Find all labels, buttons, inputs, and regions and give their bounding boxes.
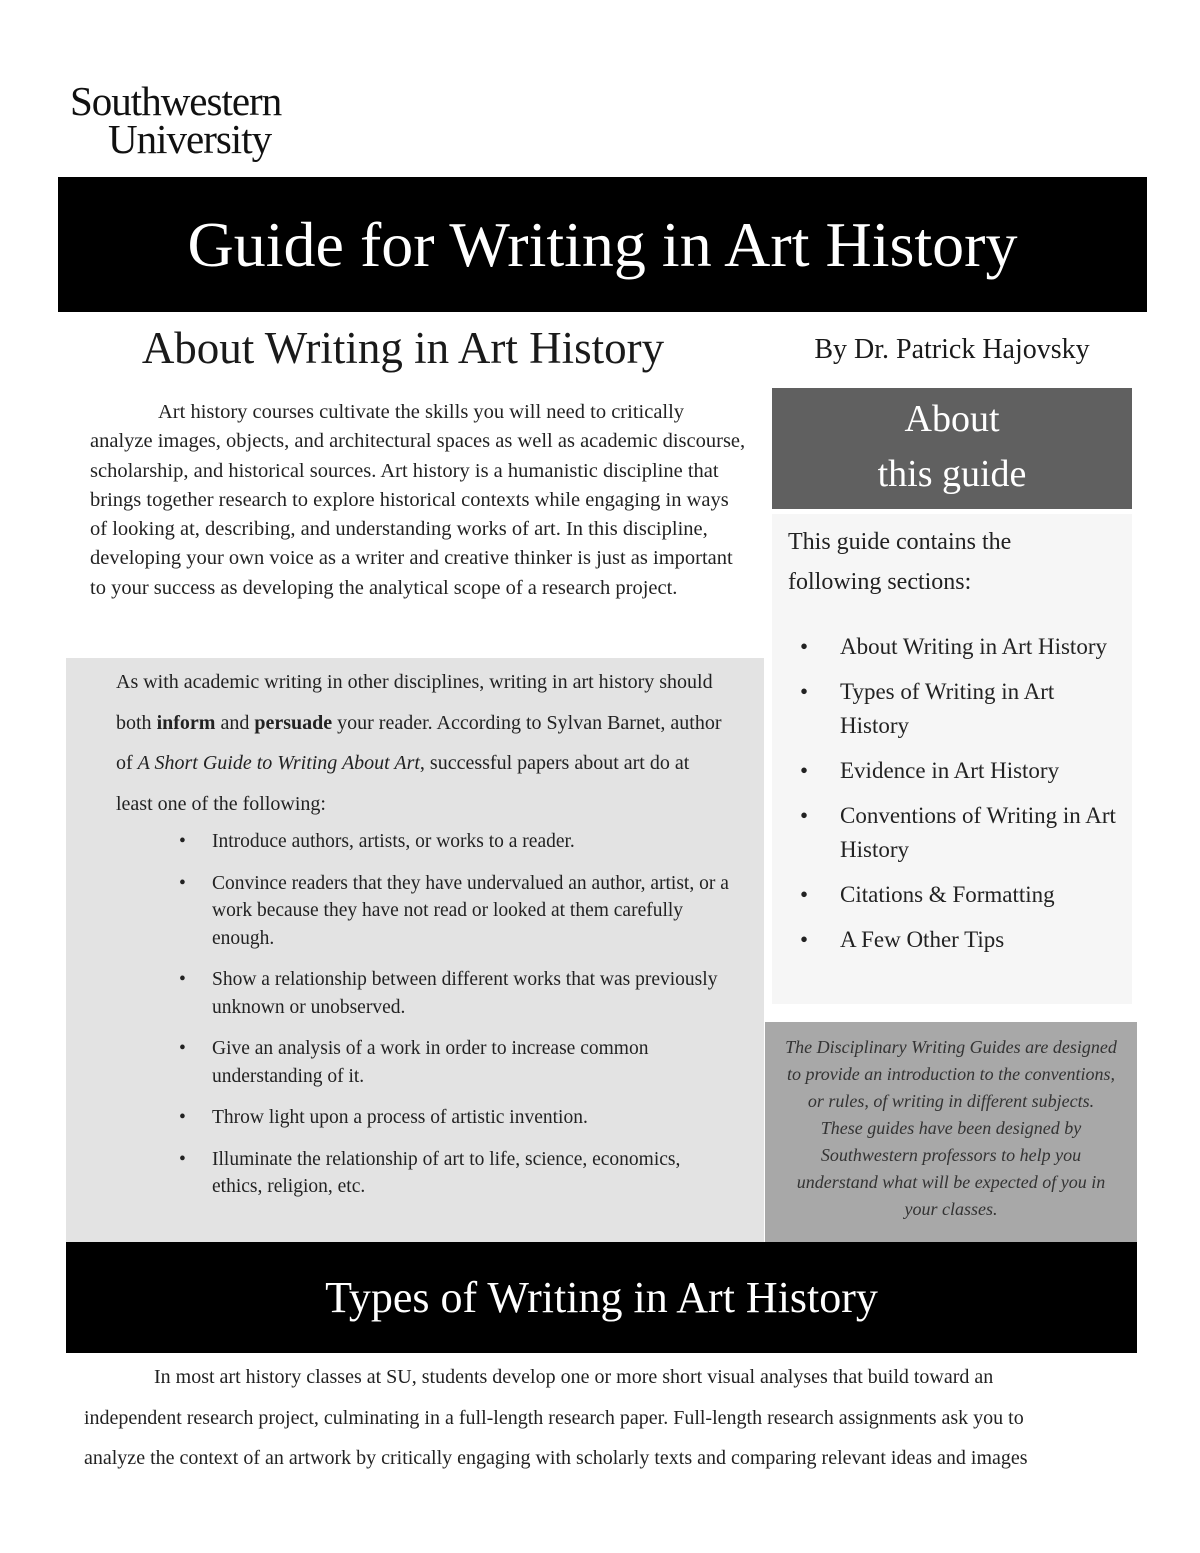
- intro-paragraph: Art history courses cultivate the skills you will need to critically analyze images, objects, and architectural spaces as well as academic discourse, scholarship, and historical sources. Art history is a humanistic discipline that brings together research to explore historical contexts while engaging in ways of looking at, describing, and understanding works of art. In this discipline, developing your own voice as a writer and creative thinker is just as important to your success as developing the analytical scope of a research project.: [90, 401, 746, 599]
- author-byline: By Dr. Patrick Hajovsky: [814, 334, 1090, 365]
- section-list-item: • Types of Writing in Art History: [840, 675, 1116, 743]
- about-guide-title-line-1: About: [904, 398, 1000, 440]
- logo-line-1: Southwestern: [70, 78, 282, 124]
- bullet-icon: •: [800, 927, 809, 952]
- about-guide-title-line-2: this guide: [877, 453, 1027, 495]
- types-section-heading: Types of Writing in Art History: [325, 1273, 878, 1322]
- list-item: • Throw light upon a process of artistic invention.: [212, 1104, 732, 1132]
- about-section-heading: About Writing in Art History: [141, 323, 665, 373]
- university-logo: [70, 78, 282, 162]
- bullet-icon: •: [800, 634, 809, 659]
- bullet-icon: •: [179, 872, 186, 894]
- types-section-banner: [66, 1242, 1137, 1353]
- persuade-emphasis: persuade: [254, 711, 333, 734]
- list-item: • Show a relationship between different works that was previously unknown or unobserved.: [212, 966, 732, 1021]
- section-list: [800, 630, 1116, 968]
- bullet-icon: •: [800, 679, 809, 704]
- page-title: Guide for Writing in Art History: [187, 208, 1018, 280]
- note-text: The Disciplinary Writing Guides are designed to provide an introduction to the conventions, or rules, of writing in different subjects. These guides have been designed by Southwestern professors to help you understand what will be expected of you in your classes.: [785, 1037, 1117, 1219]
- title-banner: [58, 177, 1147, 312]
- section-list-item: • About Writing in Art History: [840, 630, 1116, 664]
- types-paragraph: In most art history classes at SU, students develop one or more short visual analyses that build toward an independent research project, culminating in a full-length research paper. Full-length research assignments ask you to analyze the context of an artwork by critically engaging with scholarly texts and comparing relevant ideas and images: [84, 1366, 1028, 1469]
- section-list-item: • Evidence in Art History: [840, 754, 1116, 788]
- list-item: • Introduce authors, artists, or works to a reader.: [212, 828, 732, 856]
- bullet-icon: •: [179, 1038, 186, 1059]
- bullet-icon: •: [179, 1148, 186, 1170]
- bullet-icon: •: [179, 969, 186, 990]
- list-item: • Give an analysis of a work in order to increase common understanding of it.: [212, 1035, 732, 1090]
- bullet-icon: •: [800, 882, 809, 907]
- about-guide-intro: This guide contains the following sections:: [788, 529, 1012, 595]
- bullet-icon: •: [179, 1107, 186, 1128]
- bullet-icon: •: [800, 758, 809, 783]
- purpose-list: [179, 828, 732, 1215]
- about-guide-header: [772, 388, 1132, 509]
- disciplinary-guides-note: [765, 1022, 1137, 1242]
- bullet-icon: •: [179, 831, 186, 852]
- section-list-item: • Citations & Formatting: [840, 878, 1116, 912]
- book-title: A Short Guide to Writing About Art: [137, 752, 420, 774]
- inform-emphasis: inform: [156, 711, 216, 734]
- list-item: • Illuminate the relationship of art to life, science, economics, ethics, religion, etc.: [212, 1146, 732, 1201]
- about-guide-panel: [772, 514, 1132, 1004]
- bullet-icon: •: [800, 803, 809, 828]
- section-list-item: • A Few Other Tips: [840, 923, 1116, 957]
- purpose-box: [66, 658, 764, 1242]
- purpose-lead-paragraph: As with academic writing in other disciplines, writing in art history should both inform and persuade your reader. According to Sylvan Barnet, author of A Short Guide to Writing About Art, successful papers about art do at least one of the following:: [116, 671, 722, 815]
- logo-line-2: University: [108, 116, 272, 162]
- list-item: • Convince readers that they have undervalued an author, artist, or a work because they have not read or looked at them carefully enough.: [212, 870, 732, 953]
- section-list-item: • Conventions of Writing in Art History: [840, 799, 1116, 867]
